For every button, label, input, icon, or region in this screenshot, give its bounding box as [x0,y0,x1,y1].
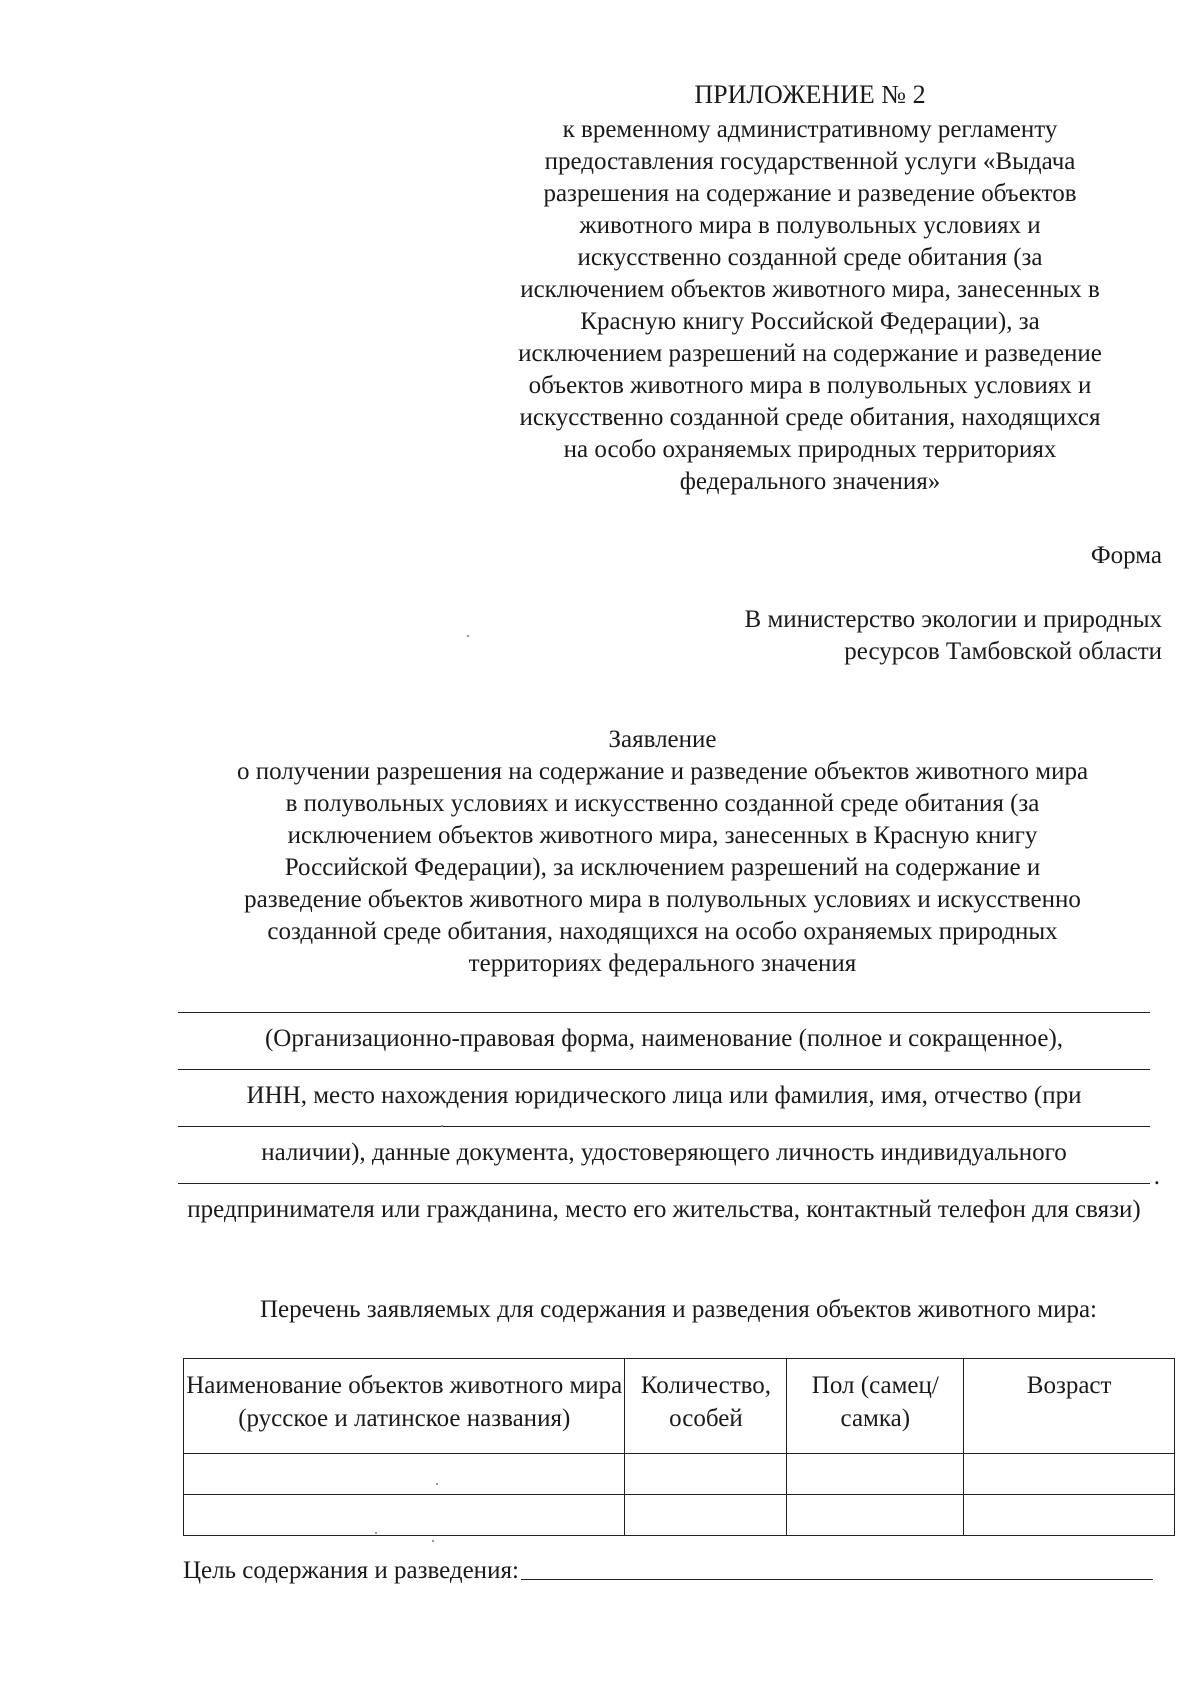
appendix-line: к временному административному регламенту [562,116,1058,143]
table-row [184,1495,1175,1536]
table-row [184,1454,1175,1495]
appendix-line: исключением объектов животного мира, занесенных в [520,276,1100,303]
scan-speck [432,1540,434,1542]
form-label: Форма [1090,542,1162,569]
appendix-header [470,78,1150,498]
scan-speck [441,1125,443,1127]
applicant-hint: (Организационно-правовая форма, наименование (полное и сокращенное), [264,1025,1064,1052]
statement-line: Российской Федерации), за исключением разрешений на содержание и [284,854,1041,881]
table-cell[interactable] [625,1495,787,1536]
scan-speck [375,1532,377,1534]
statement-line: о получении разрешения на содержание и разведение объектов животного мира [236,758,1089,785]
appendix-line: на особо охраняемых природных территориях [563,436,1057,463]
appendix-line: искусственно созданной среде обитания, находящихся [519,404,1101,431]
purpose-label: Цель содержания и разведения: [183,1557,519,1584]
column-header-name: Наименование объектов животного мира (русское и латинское названия) [184,1359,625,1454]
table-cell[interactable] [625,1454,787,1495]
table-cell[interactable] [184,1454,625,1495]
applicant-field-line[interactable] [178,1069,1150,1070]
statement-heading [160,724,1165,980]
addressee [745,604,1162,668]
applicant-field-line[interactable] [178,1183,1150,1184]
applicant-details-section [178,1012,1160,1226]
appendix-line: Красную книгу Российской Федерации), за [580,308,1040,335]
statement-title: Заявление [608,726,717,753]
addressee-line: ресурсов Тамбовской области [844,638,1162,665]
appendix-line: разрешения на содержание и разведение объектов [543,180,1077,207]
table-cell[interactable] [787,1495,964,1536]
applicant-hint: ИНН, место нахождения юридического лица или фамилия, имя, отчество (при [246,1082,1082,1109]
scan-speck [467,635,469,637]
appendix-line: искусственно созданной среде обитания (за [577,244,1043,271]
purpose-row [183,1555,1153,1587]
scan-speck [436,1483,438,1485]
column-header-quantity: Количество, особей [625,1359,787,1454]
table-cell[interactable] [184,1495,625,1536]
applicant-field-line[interactable] [178,1012,1150,1013]
applicant-hint: наличии), данные документа, удостоверяющего личность индивидуального [261,1139,1067,1166]
column-header-age: Возраст [964,1359,1175,1454]
table-cell[interactable] [787,1454,964,1495]
appendix-title: ПРИЛОЖЕНИЕ № 2 [694,80,926,109]
appendix-line: объектов животного мира в полувольных условиях и [528,372,1092,399]
appendix-line: животного мира в полувольных условиях и [579,212,1041,239]
table-cell[interactable] [964,1454,1175,1495]
column-header-sex: Пол (самец/самка) [787,1359,964,1454]
purpose-field-line[interactable] [521,1579,1153,1580]
statement-line: территориях федерального значения [468,950,857,977]
appendix-line: федерального значения» [679,468,941,495]
appendix-line: исключением разрешений на содержание и разведение [518,340,1102,367]
applicant-hint: предпринимателя или гражданина, место его жительства, контактный телефон для связи) [187,1196,1141,1223]
appendix-line: предоставления государственной услуги «Выдача [544,148,1076,175]
statement-line: разведение объектов животного мира в полувольных условиях и искусственно [244,886,1081,913]
animals-table [183,1358,1175,1536]
table-cell[interactable] [964,1495,1175,1536]
table-header-row [184,1359,1175,1454]
addressee-line: В министерство экологии и природных [744,606,1162,633]
trailing-dot: . [1153,1163,1160,1190]
statement-line: в полувольных условиях и искусственно созданной среде обитания (за [285,790,1040,817]
applicant-field-line[interactable] [178,1126,1150,1127]
statement-line: исключением объектов животного мира, занесенных в Красную книгу [287,822,1038,849]
statement-line: созданной среде обитания, находящихся на особо охраняемых природных [267,918,1058,945]
animal-list-heading: Перечень заявляемых для содержания и разведения объектов животного мира: [259,1296,1098,1323]
